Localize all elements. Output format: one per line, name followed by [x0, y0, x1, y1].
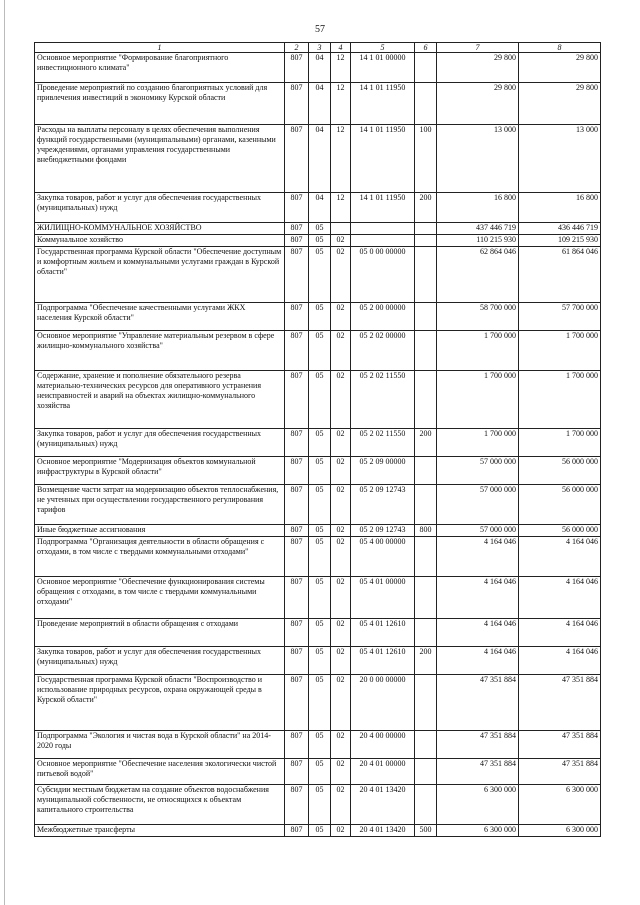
- row-rz: 05: [309, 303, 331, 331]
- row-rz: 04: [309, 83, 331, 125]
- row-csr: 05 4 01 12610: [351, 647, 415, 675]
- row-sum-1: 57 000 000: [437, 525, 519, 537]
- row-vr: [415, 235, 437, 247]
- row-csr: 14 1 01 11950: [351, 125, 415, 193]
- row-rz: 05: [309, 785, 331, 825]
- page-left-edge: [4, 0, 5, 905]
- row-name: Основное мероприятие "Управление материальным резервом в сфере жилищно-коммунального хозяйства": [35, 331, 285, 371]
- row-name: Основное мероприятие "Формирование благоприятного инвестиционного климата": [35, 53, 285, 83]
- row-csr: 05 4 01 12610: [351, 619, 415, 647]
- row-name: Расходы на выплаты персоналу в целях обеспечения выполнения функций государственными (муниципальными) органами, казенными учреждениями, органами управления государственными внебюджетными фондами: [35, 125, 285, 193]
- row-csr: 20 0 00 00000: [351, 675, 415, 731]
- row-vr: 200: [415, 193, 437, 223]
- table-row: [35, 785, 601, 825]
- row-csr: 14 1 01 11950: [351, 83, 415, 125]
- row-sum-1: 16 800: [437, 193, 519, 223]
- row-sum-1: 57 000 000: [437, 485, 519, 525]
- row-sum-1: 4 164 046: [437, 537, 519, 577]
- table-row: [35, 371, 601, 429]
- row-vr: [415, 485, 437, 525]
- row-sum-2: 56 000 000: [519, 525, 601, 537]
- header-col-8: 8: [519, 43, 601, 53]
- header-col-4: 4: [331, 43, 351, 53]
- row-csr: 20 4 01 00000: [351, 759, 415, 785]
- row-vr: [415, 785, 437, 825]
- row-pr: 02: [331, 429, 351, 457]
- row-rz: 04: [309, 193, 331, 223]
- row-pr: 02: [331, 371, 351, 429]
- row-pr: 02: [331, 457, 351, 485]
- row-rz: 05: [309, 525, 331, 537]
- page-number: 57: [315, 24, 325, 35]
- row-name: Межбюджетные трансферты: [35, 825, 285, 837]
- row-pr: 02: [331, 825, 351, 837]
- row-sum-2: 1 700 000: [519, 331, 601, 371]
- row-vr: [415, 223, 437, 235]
- row-name: Подпрограмма "Экология и чистая вода в Курской области" на 2014-2020 годы: [35, 731, 285, 759]
- row-pr: 12: [331, 53, 351, 83]
- row-sum-2: 436 446 719: [519, 223, 601, 235]
- row-pr: 02: [331, 647, 351, 675]
- row-sum-1: 437 446 719: [437, 223, 519, 235]
- budget-table: [34, 42, 601, 837]
- row-vr: 200: [415, 647, 437, 675]
- row-sum-2: 4 164 046: [519, 577, 601, 619]
- table-header-row: [35, 43, 601, 53]
- row-ved: 807: [285, 825, 309, 837]
- row-sum-1: 29 800: [437, 53, 519, 83]
- row-csr: 05 2 09 12743: [351, 525, 415, 537]
- row-sum-2: 56 000 000: [519, 485, 601, 525]
- row-name: Подпрограмма "Организация деятельности в области обращения с отходами, в том числе с твердыми коммунальными отходами": [35, 537, 285, 577]
- row-sum-2: 109 215 930: [519, 235, 601, 247]
- table-row: [35, 235, 601, 247]
- row-csr: 05 2 02 11550: [351, 429, 415, 457]
- row-sum-1: 110 215 930: [437, 235, 519, 247]
- row-rz: 05: [309, 619, 331, 647]
- row-ved: 807: [285, 371, 309, 429]
- row-sum-1: 4 164 046: [437, 577, 519, 619]
- row-name: Подпрограмма "Обеспечение качественными услугами ЖКХ населения Курской области": [35, 303, 285, 331]
- row-vr: [415, 731, 437, 759]
- row-sum-1: 1 700 000: [437, 429, 519, 457]
- row-pr: 02: [331, 331, 351, 371]
- row-vr: 100: [415, 125, 437, 193]
- table-row: [35, 485, 601, 525]
- row-ved: 807: [285, 731, 309, 759]
- row-csr: 20 4 00 00000: [351, 731, 415, 759]
- row-ved: 807: [285, 83, 309, 125]
- row-sum-2: 61 864 046: [519, 247, 601, 303]
- row-sum-2: 4 164 046: [519, 619, 601, 647]
- row-ved: 807: [285, 675, 309, 731]
- row-rz: 04: [309, 125, 331, 193]
- row-vr: [415, 53, 437, 83]
- row-ved: 807: [285, 619, 309, 647]
- row-sum-2: 47 351 884: [519, 731, 601, 759]
- header-col-5: 5: [351, 43, 415, 53]
- row-sum-2: 6 300 000: [519, 785, 601, 825]
- row-sum-2: 29 800: [519, 53, 601, 83]
- row-csr: 05 4 01 00000: [351, 577, 415, 619]
- row-pr: 12: [331, 83, 351, 125]
- row-ved: 807: [285, 125, 309, 193]
- row-ved: 807: [285, 303, 309, 331]
- row-rz: 05: [309, 223, 331, 235]
- row-pr: 02: [331, 619, 351, 647]
- row-rz: 05: [309, 331, 331, 371]
- row-rz: 05: [309, 577, 331, 619]
- row-sum-1: 62 864 046: [437, 247, 519, 303]
- row-vr: [415, 577, 437, 619]
- table-row: [35, 429, 601, 457]
- row-ved: 807: [285, 485, 309, 525]
- row-vr: 200: [415, 429, 437, 457]
- table-row: [35, 577, 601, 619]
- row-csr: 20 4 01 13420: [351, 825, 415, 837]
- row-csr: 05 2 02 11550: [351, 371, 415, 429]
- row-rz: 05: [309, 247, 331, 303]
- row-sum-2: 47 351 884: [519, 759, 601, 785]
- table-row: [35, 731, 601, 759]
- row-csr: [351, 223, 415, 235]
- row-name: Государственная программа Курской области "Воспроизводство и использование природных ресурсов, охрана окружающей среды в Курской области": [35, 675, 285, 731]
- row-sum-2: 16 800: [519, 193, 601, 223]
- row-pr: 02: [331, 577, 351, 619]
- table-row: [35, 457, 601, 485]
- row-pr: 12: [331, 193, 351, 223]
- row-ved: 807: [285, 785, 309, 825]
- table-row: [35, 675, 601, 731]
- row-name: Закупка товаров, работ и услуг для обеспечения государственных (муниципальных) нужд: [35, 193, 285, 223]
- row-rz: 05: [309, 429, 331, 457]
- row-rz: 05: [309, 485, 331, 525]
- row-ved: 807: [285, 223, 309, 235]
- row-ved: 807: [285, 537, 309, 577]
- row-sum-2: 1 700 000: [519, 429, 601, 457]
- row-ved: 807: [285, 525, 309, 537]
- row-sum-2: 1 700 000: [519, 371, 601, 429]
- row-vr: [415, 371, 437, 429]
- row-sum-2: 6 300 000: [519, 825, 601, 837]
- header-col-3: 3: [309, 43, 331, 53]
- table-row: [35, 647, 601, 675]
- row-csr: 14 1 01 11950: [351, 193, 415, 223]
- row-rz: 05: [309, 675, 331, 731]
- row-ved: 807: [285, 247, 309, 303]
- row-sum-1: 57 000 000: [437, 457, 519, 485]
- row-sum-1: 4 164 046: [437, 619, 519, 647]
- row-sum-1: 1 700 000: [437, 331, 519, 371]
- row-pr: 12: [331, 125, 351, 193]
- row-vr: [415, 303, 437, 331]
- row-pr: 02: [331, 785, 351, 825]
- header-col-7: 7: [437, 43, 519, 53]
- row-rz: 05: [309, 235, 331, 247]
- row-ved: 807: [285, 331, 309, 371]
- row-name: Закупка товаров, работ и услуг для обеспечения государственных (муниципальных) нужд: [35, 647, 285, 675]
- row-csr: 14 1 01 00000: [351, 53, 415, 83]
- row-sum-1: 47 351 884: [437, 759, 519, 785]
- row-ved: 807: [285, 193, 309, 223]
- table-row: [35, 83, 601, 125]
- table-row: [35, 193, 601, 223]
- row-csr: 05 2 00 00000: [351, 303, 415, 331]
- row-name: ЖИЛИЩНО-КОММУНАЛЬНОЕ ХОЗЯЙСТВО: [35, 223, 285, 235]
- row-ved: 807: [285, 235, 309, 247]
- row-sum-2: 29 800: [519, 83, 601, 125]
- row-vr: [415, 247, 437, 303]
- row-ved: 807: [285, 759, 309, 785]
- row-ved: 807: [285, 53, 309, 83]
- row-vr: 800: [415, 525, 437, 537]
- table-row: [35, 331, 601, 371]
- row-rz: 05: [309, 457, 331, 485]
- row-sum-1: 47 351 884: [437, 731, 519, 759]
- row-sum-2: 4 164 046: [519, 537, 601, 577]
- row-rz: 05: [309, 537, 331, 577]
- row-name: Основное мероприятие "Обеспечение функционирования системы обращения с отходами, в том числе с твердыми коммунальными отходами": [35, 577, 285, 619]
- row-ved: 807: [285, 457, 309, 485]
- row-pr: [331, 223, 351, 235]
- row-sum-1: 29 800: [437, 83, 519, 125]
- table-row: [35, 537, 601, 577]
- row-rz: 05: [309, 731, 331, 759]
- table-row: [35, 247, 601, 303]
- row-sum-2: 47 351 884: [519, 675, 601, 731]
- row-name: Возмещение части затрат на модернизацию объектов теплоснабжения, не учтенных при осуществлении государственного регулирования тарифов: [35, 485, 285, 525]
- row-pr: 02: [331, 235, 351, 247]
- row-pr: 02: [331, 675, 351, 731]
- table-row: [35, 53, 601, 83]
- row-rz: 05: [309, 759, 331, 785]
- row-sum-1: 4 164 046: [437, 647, 519, 675]
- row-pr: 02: [331, 537, 351, 577]
- row-pr: 02: [331, 303, 351, 331]
- row-sum-1: 13 000: [437, 125, 519, 193]
- row-name: Основное мероприятие "Обеспечение населения экологически чистой питьевой водой": [35, 759, 285, 785]
- row-rz: 05: [309, 647, 331, 675]
- table-row: [35, 223, 601, 235]
- row-pr: 02: [331, 247, 351, 303]
- header-col-2: 2: [285, 43, 309, 53]
- header-col-6: 6: [415, 43, 437, 53]
- row-name: Основное мероприятие "Модернизация объектов коммунальной инфраструктуры в Курской области": [35, 457, 285, 485]
- row-rz: 05: [309, 371, 331, 429]
- row-vr: [415, 537, 437, 577]
- row-vr: [415, 759, 437, 785]
- row-name: Закупка товаров, работ и услуг для обеспечения государственных (муниципальных) нужд: [35, 429, 285, 457]
- row-name: Проведение мероприятий по созданию благоприятных условий для привлечения инвестиций в экономику Курской области: [35, 83, 285, 125]
- row-pr: 02: [331, 759, 351, 785]
- row-pr: 02: [331, 731, 351, 759]
- row-vr: [415, 83, 437, 125]
- row-name: Проведение мероприятий в области обращения с отходами: [35, 619, 285, 647]
- row-name: Содержание, хранение и пополнение обязательного резерва материально-технических ресурсов для оперативного устранения неисправностей и аварий на объектах жилищно-коммунального хозяйства: [35, 371, 285, 429]
- row-vr: [415, 675, 437, 731]
- row-vr: [415, 331, 437, 371]
- table-row: [35, 825, 601, 837]
- row-ved: 807: [285, 647, 309, 675]
- row-sum-2: 57 700 000: [519, 303, 601, 331]
- row-name: Субсидии местным бюджетам на создание объектов водоснабжения муниципальной собственности, не относящихся к объектам капитального строительства: [35, 785, 285, 825]
- row-pr: 02: [331, 525, 351, 537]
- row-name: Иные бюджетные ассигнования: [35, 525, 285, 537]
- row-sum-1: 6 300 000: [437, 825, 519, 837]
- row-rz: 04: [309, 53, 331, 83]
- header-col-1: 1: [35, 43, 285, 53]
- row-name: Государственная программа Курской области "Обеспечение доступным и комфортным жильем и коммунальными услугами граждан в Курской области": [35, 247, 285, 303]
- row-sum-2: 13 000: [519, 125, 601, 193]
- row-sum-2: 56 000 000: [519, 457, 601, 485]
- table-row: [35, 759, 601, 785]
- row-vr: 500: [415, 825, 437, 837]
- table-row: [35, 303, 601, 331]
- row-pr: 02: [331, 485, 351, 525]
- row-sum-1: 58 700 000: [437, 303, 519, 331]
- row-name: Коммунальное хозяйство: [35, 235, 285, 247]
- row-csr: [351, 235, 415, 247]
- row-rz: 05: [309, 825, 331, 837]
- row-sum-1: 6 300 000: [437, 785, 519, 825]
- row-csr: 05 4 00 00000: [351, 537, 415, 577]
- row-ved: 807: [285, 429, 309, 457]
- row-vr: [415, 619, 437, 647]
- row-sum-2: 4 164 046: [519, 647, 601, 675]
- row-sum-1: 47 351 884: [437, 675, 519, 731]
- table-row: [35, 525, 601, 537]
- row-csr: 05 2 02 00000: [351, 331, 415, 371]
- row-csr: 20 4 01 13420: [351, 785, 415, 825]
- row-csr: 05 0 00 00000: [351, 247, 415, 303]
- table-row: [35, 125, 601, 193]
- row-csr: 05 2 09 12743: [351, 485, 415, 525]
- table-row: [35, 619, 601, 647]
- row-ved: 807: [285, 577, 309, 619]
- row-sum-1: 1 700 000: [437, 371, 519, 429]
- row-csr: 05 2 09 00000: [351, 457, 415, 485]
- row-vr: [415, 457, 437, 485]
